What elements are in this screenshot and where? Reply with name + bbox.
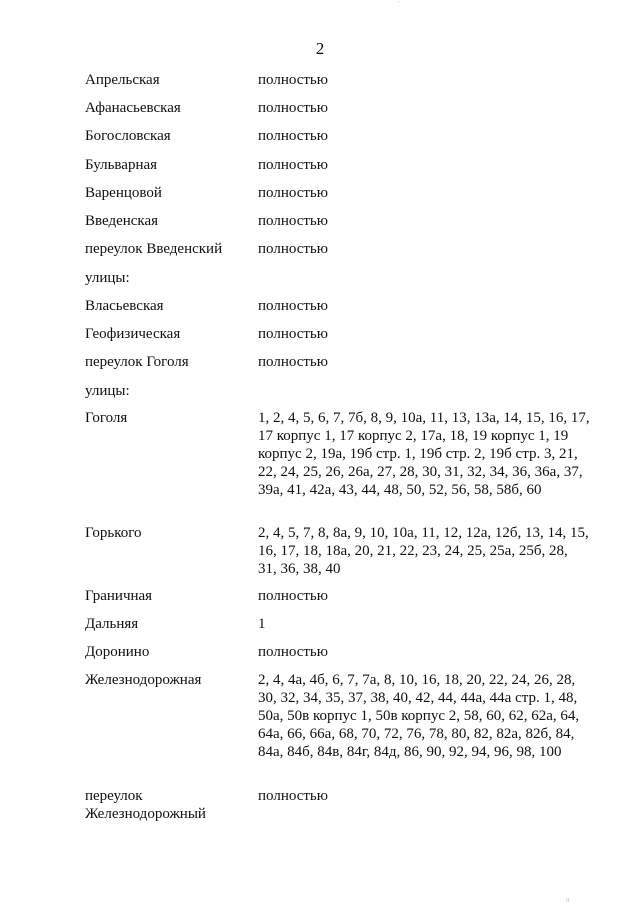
house-numbers: полностью: [258, 298, 328, 314]
house-numbers: полностью: [258, 788, 328, 804]
house-numbers: полностью: [258, 241, 328, 257]
street-name: Геофизическая: [85, 326, 181, 342]
house-numbers: полностью: [258, 100, 328, 116]
street-name: Варенцовой: [85, 185, 162, 201]
street-name: Доронино: [85, 644, 150, 660]
section-heading: улицы:: [85, 383, 130, 399]
street-name: Богословская: [85, 128, 171, 144]
section-heading: улицы:: [85, 270, 130, 286]
street-name: Афанасьевская: [85, 100, 181, 116]
street-name: Власьевская: [85, 298, 164, 314]
street-name: Бульварная: [85, 157, 158, 173]
street-name: Дальняя: [85, 616, 139, 632]
street-name: переулок Гоголя: [85, 354, 189, 370]
street-name: Гоголя: [85, 410, 128, 426]
house-numbers: полностью: [258, 185, 328, 201]
house-numbers: полностью: [258, 157, 328, 173]
house-numbers: 2, 4, 5, 7, 8, 8а, 9, 10, 10а, 11, 12, 12а, 12б, 13, 14, 15, 16, 17, 18, 18а, 20, 21, 22, 23, 24, 25, 25а, 25б, 28, 31, 36, 38, 40: [258, 525, 589, 577]
house-numbers: полностью: [258, 644, 328, 660]
scan-speck: ': [398, 0, 400, 8]
house-numbers: полностью: [258, 72, 328, 88]
street-name: Горького: [85, 525, 142, 541]
scan-speck: n: [566, 896, 570, 904]
street-name: переулок Введенский: [85, 241, 223, 257]
house-numbers: полностью: [258, 354, 328, 370]
house-numbers: полностью: [258, 326, 328, 342]
house-numbers: полностью: [258, 213, 328, 229]
house-numbers: 1: [258, 616, 266, 632]
street-name: Граничная: [85, 588, 153, 604]
street-name: Железнодорожная: [85, 672, 202, 688]
street-name: Апрельская: [85, 72, 160, 88]
street-name: Введенская: [85, 213, 159, 229]
house-numbers: полностью: [258, 588, 328, 604]
house-numbers: 2, 4, 4а, 4б, 6, 7, 7а, 8, 10, 16, 18, 20, 22, 24, 26, 28, 30, 32, 34, 35, 37, 38, 40, 42, 44, 44а, 44а стр. 1, 48, 50а, 50в корпус 1, 50в корпус 2, 58, 60, 62, 62а, 64, 64а, 66, 66а, 68, 70, 72, 76, 78, 80, 82, 82а, 82б, 84, 84а, 84б, 84в, 84г, 84д, 86, 90, 92, 94, 96, 98, 100: [258, 672, 580, 760]
house-numbers: 1, 2, 4, 5, 6, 7, 7б, 8, 9, 10а, 11, 13, 13а, 14, 15, 16, 17, 17 корпус 1, 17 корпус 2, 17а, 18, 19 корпус 1, 19 корпус 2, 19а, 19б стр. 1, 19б стр. 2, 19б стр. 3, 21, 22, 24, 25, 26, 26а, 27, 28, 30, 31, 32, 34, 36, 36а, 37, 39а, 41, 42а, 43, 44, 48, 50, 52, 56, 58, 58б, 60: [258, 410, 590, 498]
house-numbers: полностью: [258, 128, 328, 144]
street-name: переулок Железнодорожный: [85, 788, 206, 822]
page-number: 2: [315, 39, 325, 58]
